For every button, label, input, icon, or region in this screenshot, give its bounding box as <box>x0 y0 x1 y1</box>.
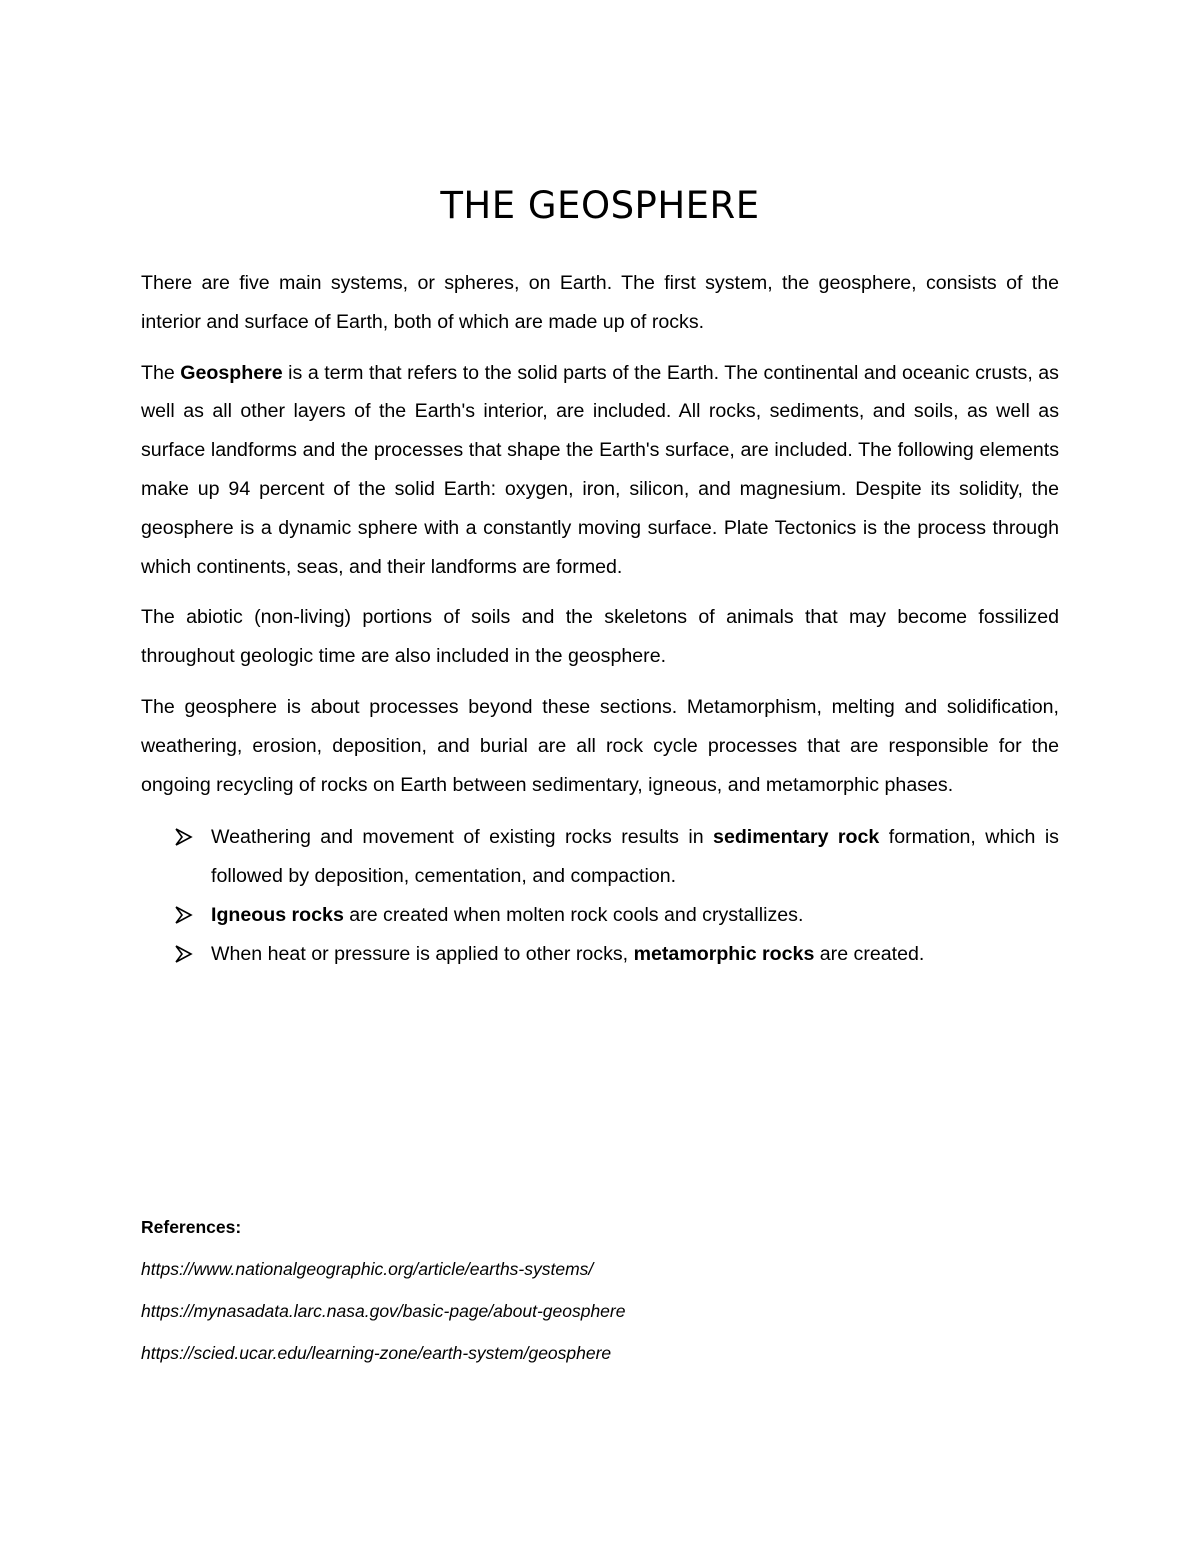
arrowhead-bullet-icon <box>173 818 195 856</box>
page-title: THE GEOSPHERE <box>440 184 760 227</box>
arrowhead-bullet-icon <box>173 935 195 973</box>
paragraph-text: The <box>141 361 181 384</box>
reference-link-nasa[interactable]: https://mynasadata.larc.nasa.gov/basic-page/about-geosphere <box>141 1301 626 1321</box>
list-item <box>211 896 1059 935</box>
reference-link-national-geographic[interactable]: https://www.nationalgeographic.org/article/earths-systems/ <box>141 1259 594 1279</box>
rock-types-list <box>141 818 1059 973</box>
bold-term-geosphere: Geosphere <box>180 361 283 384</box>
list-item-text: formation, which is followed by deposition, cementation, and compaction. <box>211 826 1059 888</box>
list-item <box>211 935 1059 974</box>
bold-term-igneous: Igneous rocks <box>211 903 344 926</box>
paragraph-text: is a term that refers to the solid parts of the Earth. The continental and oceanic crusts, as well as all other layers of the Earth's interior, are included. All rocks, sediments, and soils, as well as surface landforms and the processes that shape the Earth's surface, are included. The following elements make up 94 percent of the solid Earth: oxygen, iron, silicon, and magnesium. Despite its solidity, the geosphere is a dynamic sphere with a constantly moving surface. Plate Tectonics is the process through which continents, seas, and their landforms are formed. <box>141 361 1059 578</box>
list-item <box>211 818 1059 896</box>
references-section <box>141 1206 1059 1374</box>
list-item-text: are created when molten rock cools and crystallizes. <box>343 903 804 926</box>
list-item-text: Weathering and movement of existing rocks results in <box>211 826 714 849</box>
bold-term-sedimentary: sedimentary rock <box>713 826 880 849</box>
paragraph-geosphere-definition <box>141 354 1059 587</box>
paragraph-intro: There are five main systems, or spheres, on Earth. The first system, the geosphere, consists of the interior and surface of Earth, both of which are made up of rocks. <box>141 272 1059 333</box>
reference-link-ucar[interactable]: https://scied.ucar.edu/learning-zone/earth-system/geosphere <box>141 1343 612 1363</box>
list-item-text: When heat or pressure is applied to other rocks, <box>211 942 634 965</box>
list-item-text: are created. <box>814 942 925 965</box>
arrowhead-bullet-icon <box>173 896 195 934</box>
paragraph-abiotic: The abiotic (non-living) portions of soils and the skeletons of animals that may become fossilized throughout geologic time are also included in the geosphere. <box>141 606 1059 668</box>
document-body <box>141 264 1059 974</box>
paragraph-rock-cycle: The geosphere is about processes beyond these sections. Metamorphism, melting and solidification, weathering, erosion, deposition, and burial are all rock cycle processes that are responsible for the ongoing recycling of rocks on Earth between sedimentary, igneous, and metamorphic phases. <box>141 695 1059 796</box>
bold-term-metamorphic: metamorphic rocks <box>633 942 815 965</box>
references-heading: References: <box>141 1217 242 1237</box>
